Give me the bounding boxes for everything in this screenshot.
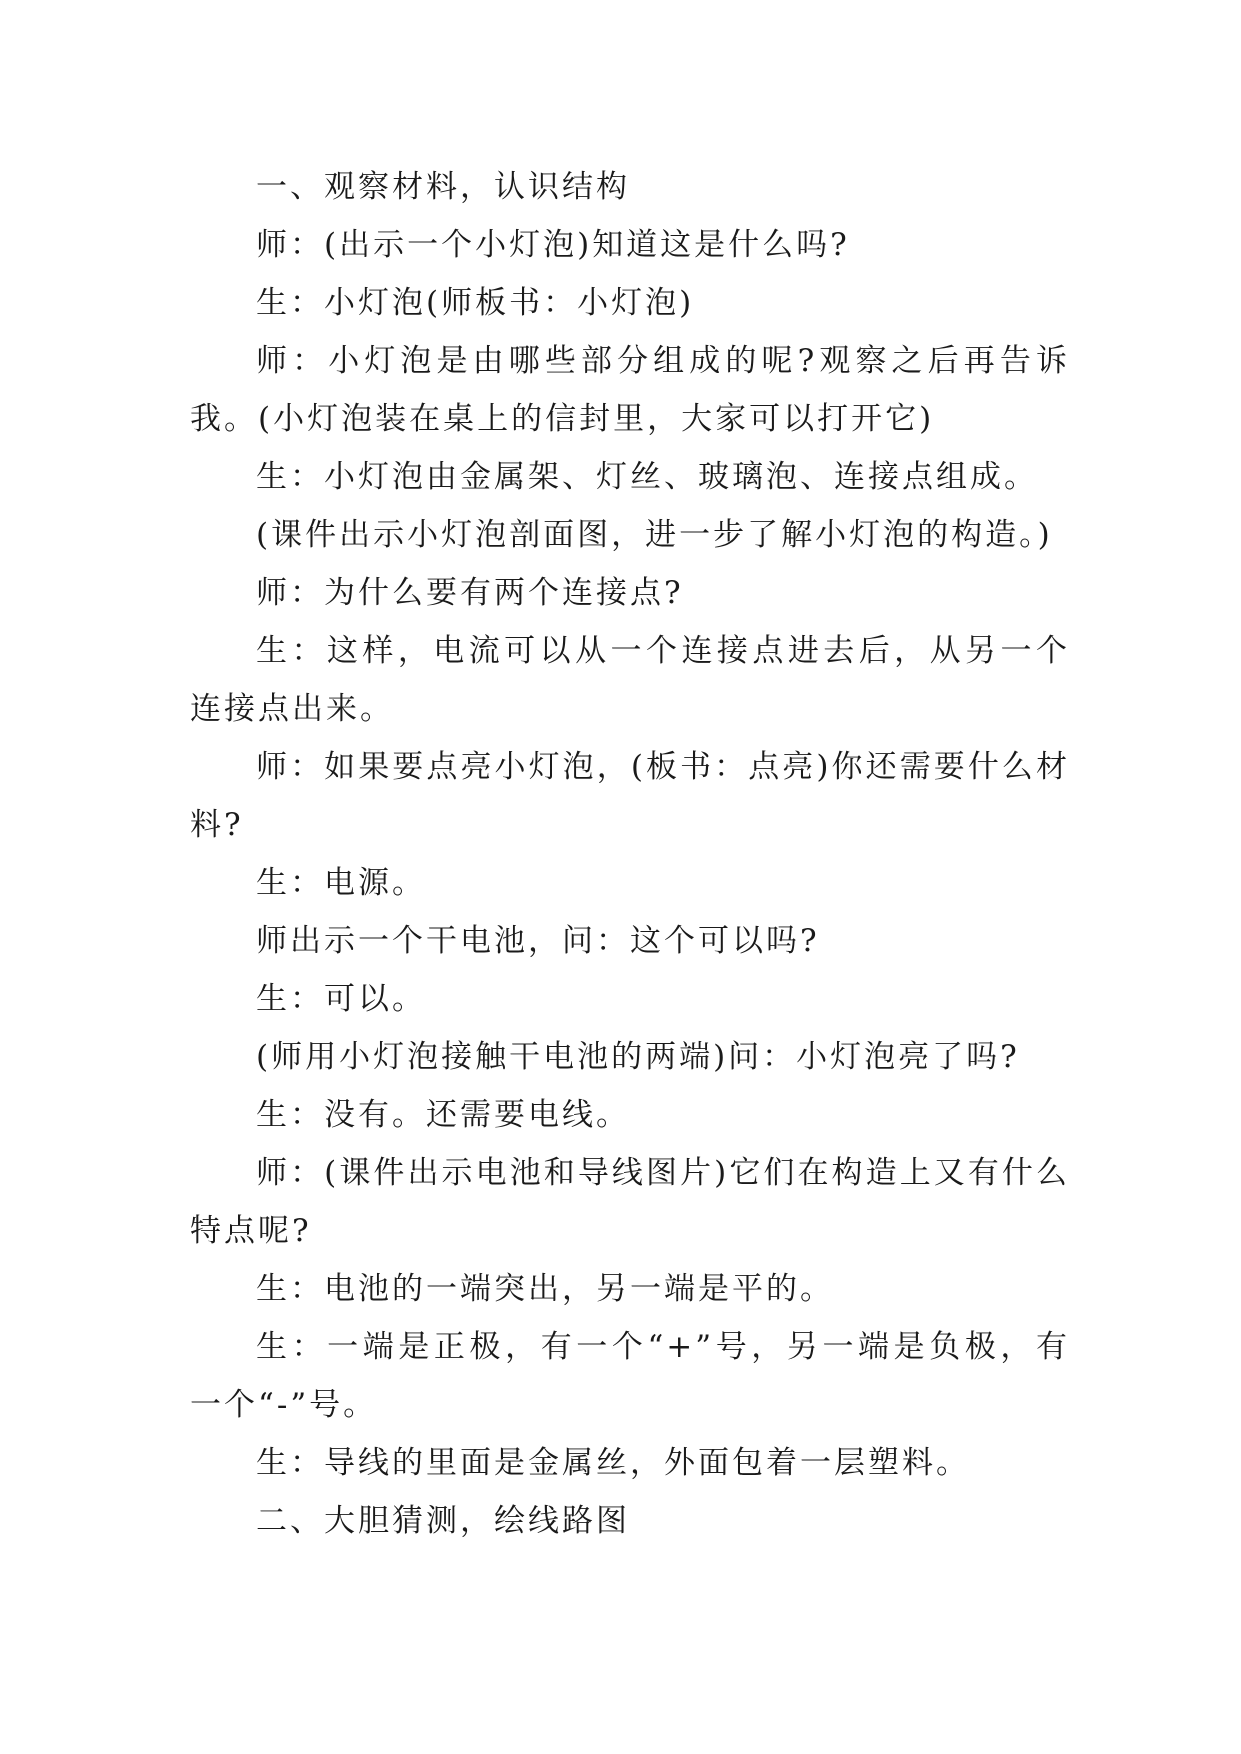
dialogue-line: 生：可以。 xyxy=(256,981,426,1017)
dialogue-line: 生：小灯泡由金属架、灯丝、玻璃泡、连接点组成。 xyxy=(256,459,1038,495)
section-heading-2: 二、大胆猜测，绘线路图 xyxy=(256,1503,630,1539)
dialogue-line: 生：导线的里面是金属丝，外面包着一层塑料。 xyxy=(256,1445,970,1481)
document-body xyxy=(190,158,1070,1550)
dialogue-line: 生：电池的一端突出，另一端是平的。 xyxy=(256,1271,834,1307)
dialogue-line: 师：小灯泡是由哪些部分组成的呢?观察之后再告诉我。(小灯泡装在桌上的信封里，大家可以打开它) xyxy=(190,343,1070,437)
dialogue-line: 生：一端是正极，有一个“+”号，另一端是负极，有一个“-”号。 xyxy=(190,1329,1070,1423)
dialogue-line: 生：电源。 xyxy=(256,865,426,901)
dialogue-line: 师出示一个干电池，问：这个可以吗? xyxy=(256,923,820,959)
dialogue-line: 生：没有。还需要电线。 xyxy=(256,1097,630,1133)
dialogue-line: 师：(课件出示电池和导线图片)它们在构造上又有什么特点呢? xyxy=(190,1155,1070,1249)
dialogue-line: 师：如果要点亮小灯泡，(板书：点亮)你还需要什么材料? xyxy=(190,749,1070,843)
section-heading-1: 一、观察材料，认识结构 xyxy=(256,169,630,205)
dialogue-line: (师用小灯泡接触干电池的两端)问：小灯泡亮了吗? xyxy=(256,1039,1020,1075)
dialogue-line: 师：(出示一个小灯泡)知道这是什么吗? xyxy=(256,227,850,263)
dialogue-line: 生：小灯泡(师板书：小灯泡) xyxy=(256,285,695,321)
dialogue-line: (课件出示小灯泡剖面图，进一步了解小灯泡的构造。) xyxy=(256,517,1053,553)
dialogue-line: 师：为什么要有两个连接点? xyxy=(256,575,684,611)
dialogue-line: 生：这样，电流可以从一个连接点进去后，从另一个连接点出来。 xyxy=(190,633,1070,727)
